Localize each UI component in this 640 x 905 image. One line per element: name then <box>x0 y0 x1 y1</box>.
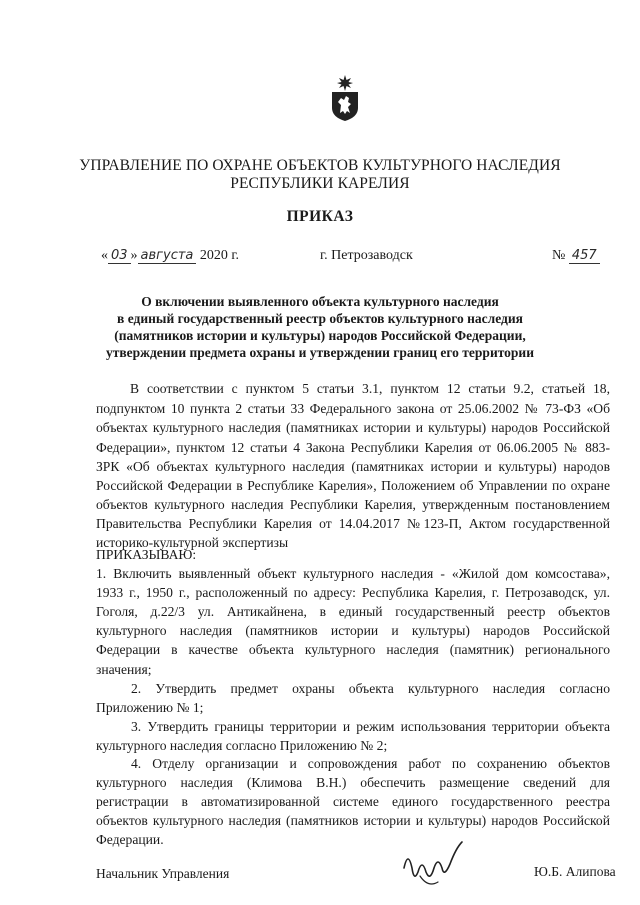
date-year: 2020 г. <box>199 248 240 263</box>
title-line: (памятников истории и культуры) народов Российской Федерации, <box>114 328 526 343</box>
preamble-line: объектах культурного наследия (памятниках истории и культуры) народов Российской <box>96 420 610 435</box>
date-day: 03 <box>108 248 131 264</box>
date-month: августа <box>138 248 197 264</box>
order-line: Приложению № 1; <box>96 700 204 715</box>
order-heading: ПРИКАЗЫВАЮ: <box>96 547 197 562</box>
preamble-line: подпунктом 10 пункта 2 статьи 33 Федерального закона от 25.06.2002 № 73-ФЗ «Об <box>96 401 610 416</box>
title-line: в единый государственный реестр объектов культурного наследия <box>117 311 523 326</box>
order-line: объектов культурного наследия (памятников истории и культуры) народов Российской <box>96 813 610 828</box>
number-prefix: № <box>552 248 566 263</box>
signature-role: Начальник Управления <box>96 866 230 881</box>
preamble-line: Правительства Республики Карелия от 14.04.2017 №123-П, Актом государственной <box>96 516 610 531</box>
date-close-quote: » <box>130 248 138 263</box>
document-type: ПРИКАЗ <box>286 208 354 225</box>
order-line: Федерации. <box>96 832 164 847</box>
organization-line-2: РЕСПУБЛИКИ КАРЕЛИЯ <box>230 175 410 192</box>
order-line: 1. Включить выявленный объект культурного наследия - «Жилой дом комсостава», <box>96 566 610 581</box>
order-line: Гоголя, д.22/3 ул. Антикайнена, в единый государственный реестр объектов <box>96 604 610 619</box>
document-city: г. Петрозаводск <box>320 248 413 263</box>
order-line: Федерации в качестве объекта культурного наследия (памятник) регионального <box>96 642 610 657</box>
order-line: 2. Утвердить предмет охраны объекта культурного наследия согласно <box>131 681 610 696</box>
title-line: утверждении предмета охраны и утверждении границ его территории <box>106 345 534 360</box>
order-line: регистрации в автоматизированной системе единого государственного реестра <box>96 794 610 809</box>
number-value: 457 <box>569 248 600 264</box>
document-date <box>101 248 239 264</box>
title-line: О включении выявленного объекта культурного наследия <box>141 294 499 309</box>
order-line: культурного наследия согласно Приложению № 2; <box>96 738 388 753</box>
order-line: 4. Отделу организации и сопровождения работ по сохранению объектов <box>131 756 610 771</box>
order-line: 3. Утвердить границы территории и режим использования территории объекта <box>131 719 610 734</box>
document-number <box>552 248 600 264</box>
date-open-quote: « <box>101 248 108 263</box>
order-line: культурного наследия (памятников истории и культуры) народов Российской <box>96 623 610 638</box>
order-line: 1933 г., 1950 г., расположенный по адресу: Республика Карелия, г. Петрозаводск, ул. <box>96 585 610 600</box>
preamble-line: В соответствии с пунктом 5 статьи 3.1, пунктом 12 статьи 9.2, статьей 18, <box>130 381 610 396</box>
preamble-line: Российской Федерации в Республике Карелия», Положением об Управлении по охране <box>96 478 610 493</box>
signature-icon <box>398 838 468 894</box>
order-line: культурного наследия (Климова В.Н.) обеспечить размещение сведений для <box>96 775 610 790</box>
preamble-line: объектов культурного наследия Республики Карелия, утвержденным постановлением <box>96 497 610 512</box>
coat-of-arms-icon <box>329 72 361 122</box>
preamble-line: историко-культурной экспертизы <box>96 535 289 550</box>
preamble-line: Федерации», пунктом 12 статьи 4 Закона Республики Карелия от 06.06.2005 № 883- <box>96 440 610 455</box>
order-line: значения; <box>96 662 152 677</box>
signature-name: Ю.Б. Алипова <box>534 864 616 879</box>
preamble-line: ЗРК «Об объектах культурного наследия (памятниках истории и культуры) народов <box>96 459 610 474</box>
organization-line-1: УПРАВЛЕНИЕ ПО ОХРАНЕ ОБЪЕКТОВ КУЛЬТУРНОГО НАСЛЕДИЯ <box>79 157 561 174</box>
